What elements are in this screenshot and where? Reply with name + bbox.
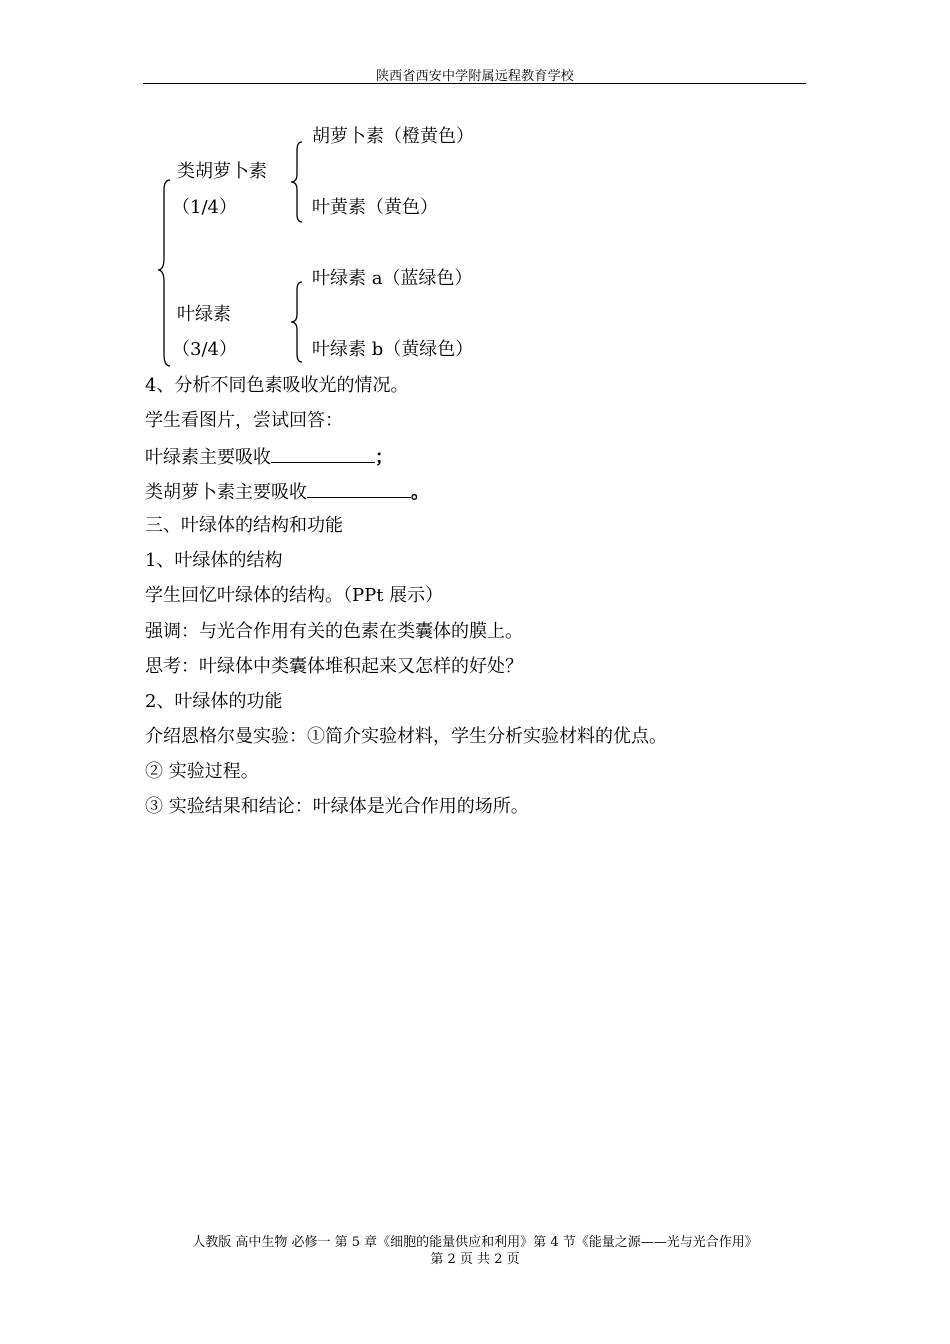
paragraph-result: ③ 实验结果和结论：叶绿体是光合作用的场所。	[145, 796, 529, 817]
paragraph-chlorophyll-absorb	[145, 445, 393, 469]
chlorophyll-fraction: （3/4）	[172, 339, 237, 360]
outer-brace	[154, 178, 172, 368]
carotene-item: 胡萝卜素（橙黄色）	[312, 126, 474, 147]
subsection-structure: 1、叶绿体的结构	[145, 550, 283, 571]
carotenoid-brace	[288, 140, 304, 224]
paragraph-student-look: 学生看图片，尝试回答：	[145, 410, 343, 431]
carotenoid-absorb-text: 类胡萝卜素主要吸收	[145, 482, 307, 503]
subsection-function: 2、叶绿体的功能	[145, 691, 283, 712]
carotenoid-answer-blank[interactable]	[307, 480, 411, 498]
chlorophyll-absorb-punct: ；	[375, 447, 393, 468]
header-rule	[143, 83, 806, 84]
page-header: 陕西省西安中学附属远程教育学校	[375, 69, 574, 84]
chlorophyll-brace	[288, 280, 304, 364]
paragraph-think: 思考：叶绿体中类囊体堆积起来又怎样的好处？	[145, 656, 523, 677]
carotenoid-absorb-punct: 。	[411, 482, 429, 503]
xanthophyll-item: 叶黄素（黄色）	[312, 197, 438, 218]
carotenoid-label: 类胡萝卜素	[177, 161, 267, 182]
paragraph-emphasis: 强调：与光合作用有关的色素在类囊体的膜上。	[145, 621, 523, 642]
paragraph-engelmann: 介绍恩格尔曼实验：①简介实验材料，学生分析实验材料的优点。	[145, 726, 667, 747]
footer-course-info: 人教版 高中生物 必修一 第 5 章《细胞的能量供应和利用》第 4 节《能量之源——光与光合作用》	[192, 1235, 758, 1250]
chlorophyll-b-item: 叶绿素 b（黄绿色）	[312, 339, 474, 360]
paragraph-carotenoid-absorb	[145, 480, 429, 504]
footer-page-number: 第 2 页 共 2 页	[430, 1252, 520, 1267]
carotenoid-fraction: （1/4）	[172, 197, 237, 218]
paragraph-recall-structure: 学生回忆叶绿体的结构。（PPt 展示）	[145, 585, 444, 606]
chlorophyll-absorb-text: 叶绿素主要吸收	[145, 447, 271, 468]
section-3-heading: 三、叶绿体的结构和功能	[145, 515, 343, 536]
chlorophyll-answer-blank[interactable]	[271, 445, 375, 463]
chlorophyll-label: 叶绿素	[177, 304, 231, 325]
paragraph-process: ② 实验过程。	[145, 761, 259, 782]
chlorophyll-a-item: 叶绿素 a（蓝绿色）	[312, 268, 473, 289]
paragraph-4-analysis: 4、分析不同色素吸收光的情况。	[145, 375, 409, 396]
